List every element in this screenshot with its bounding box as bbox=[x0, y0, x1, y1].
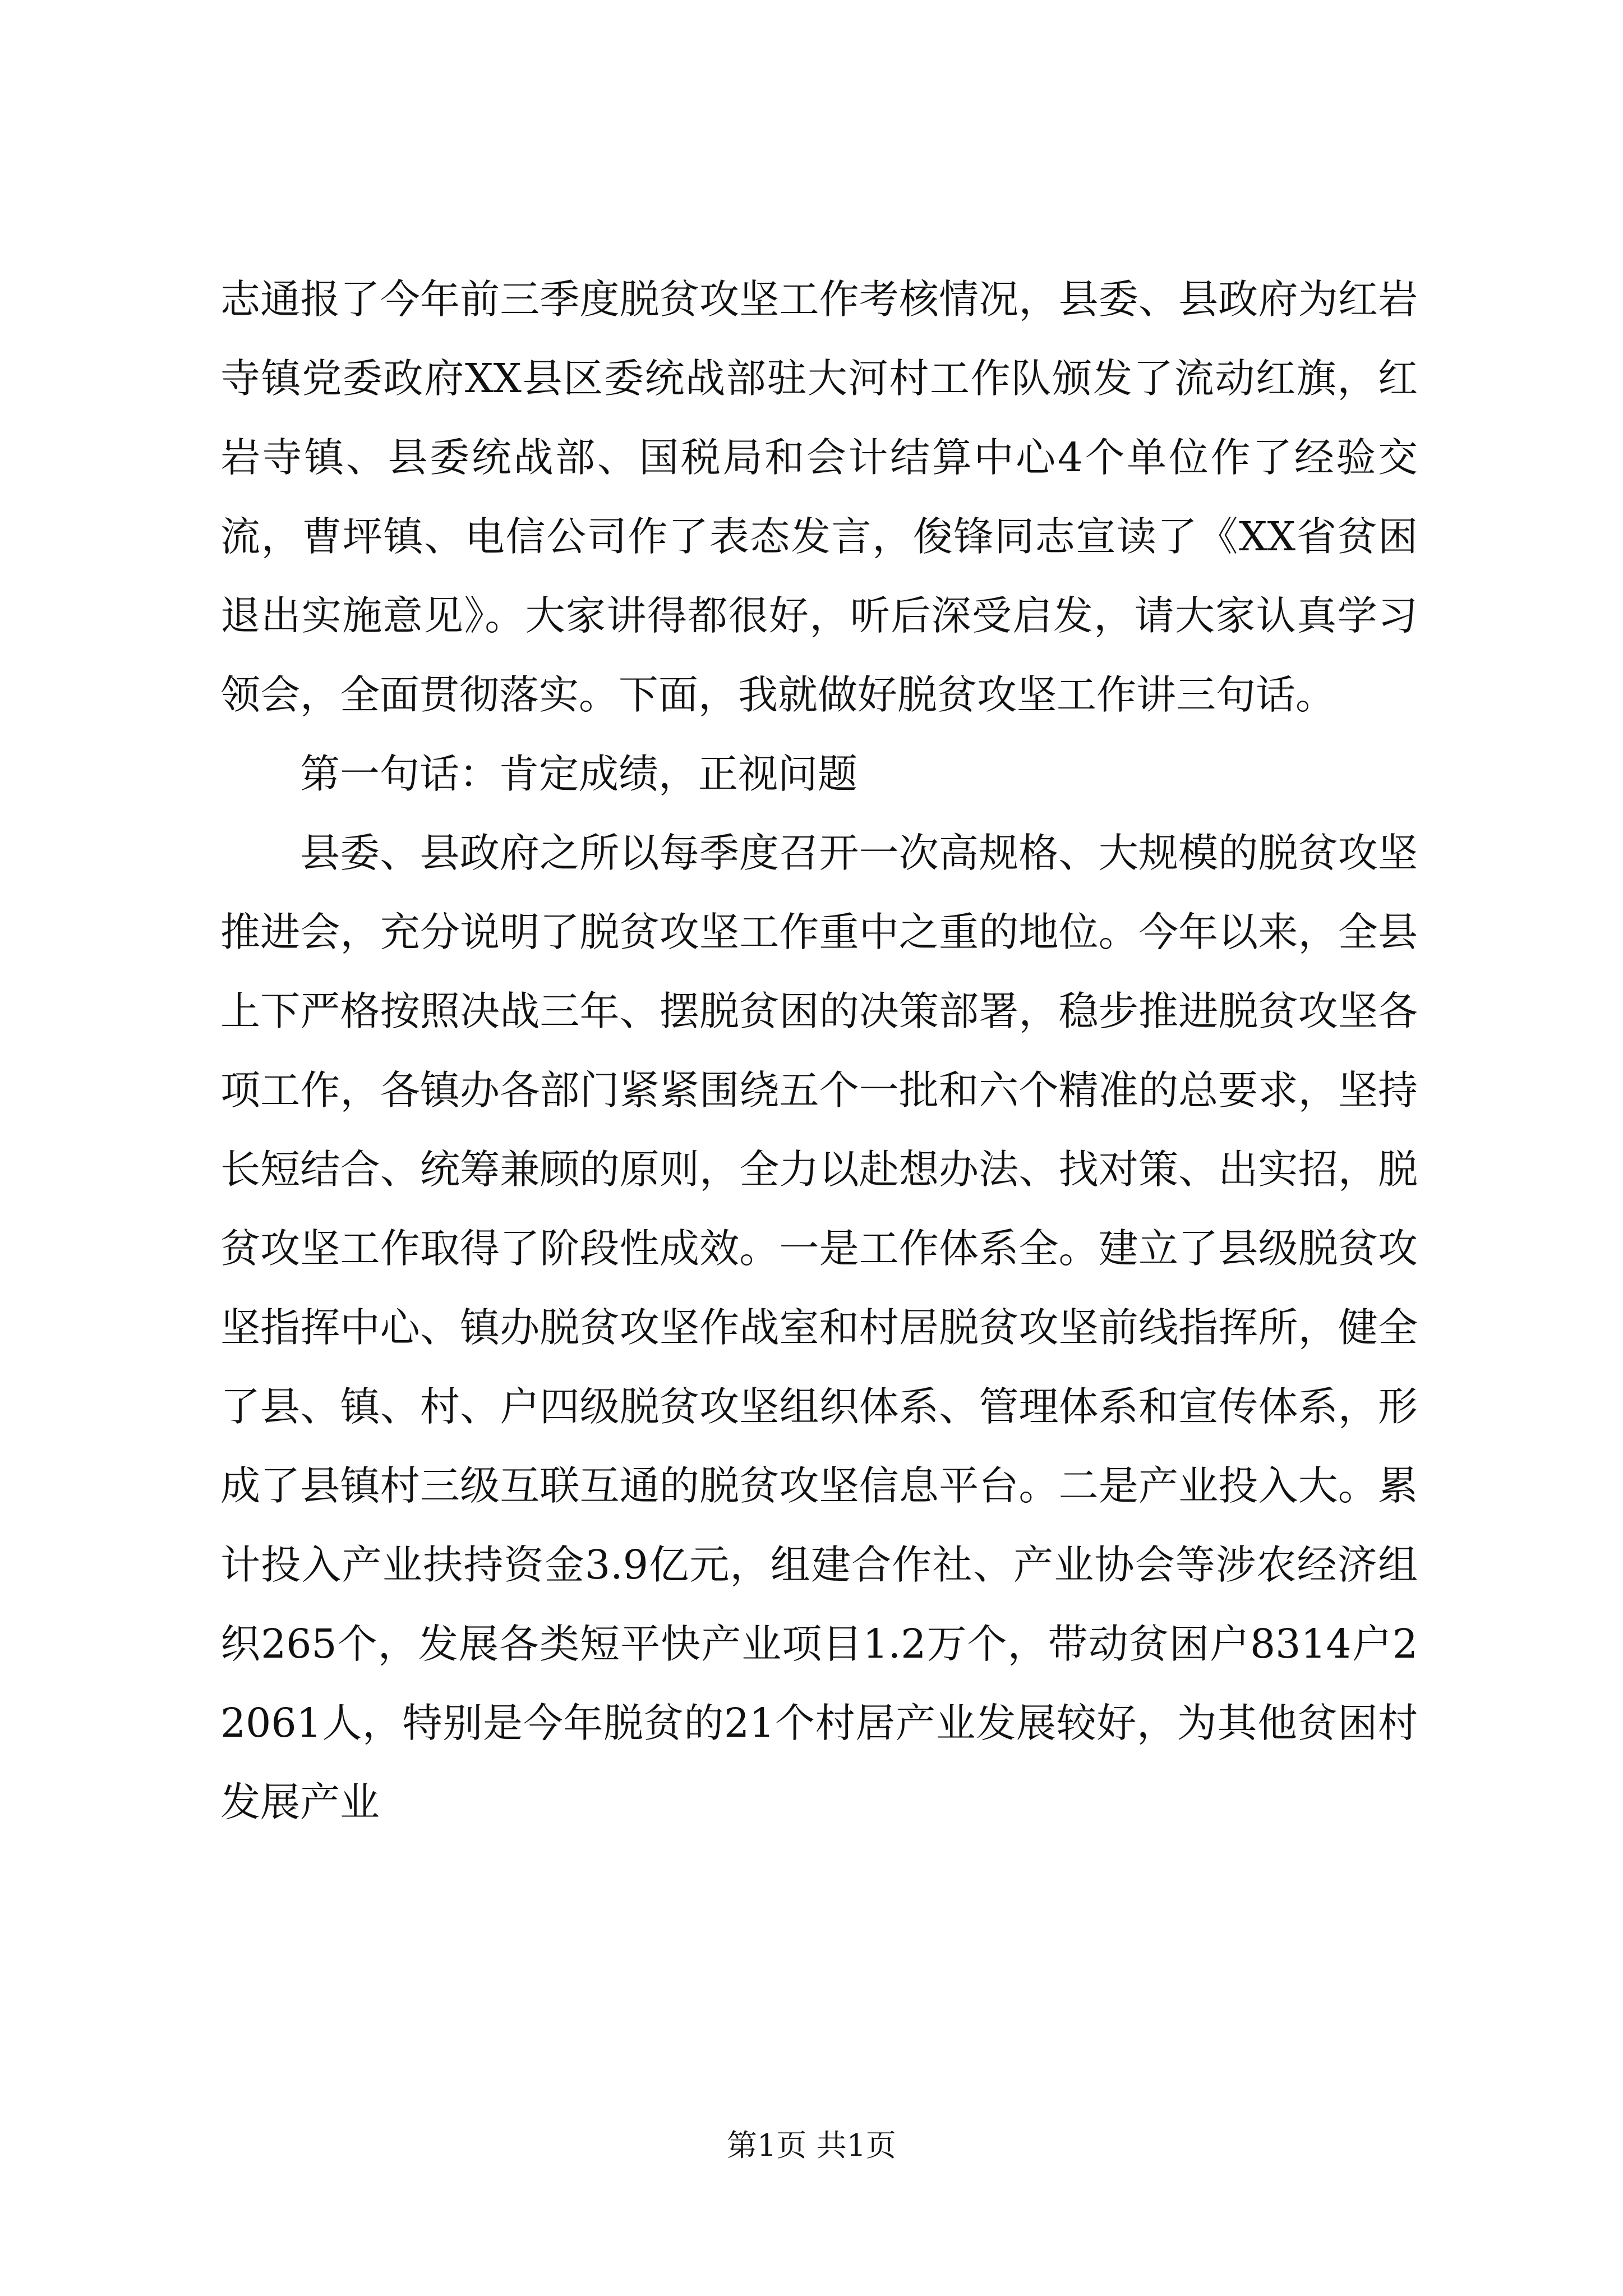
section-heading: 第一句话：肯定成绩，正视问题 bbox=[300, 751, 858, 797]
page-footer: 第1页 共1页 bbox=[727, 2128, 896, 2163]
paragraph-body: 县委、县政府之所以每季度召开一次高规格、大规模的脱贫攻坚推进会，充分说明了脱贫攻坚工作重中之重的地位。今年以来，全县上下严格按照决战三年、摆脱贫困的决策部署，稳步推进脱贫攻坚各项工作，各镇办各部门紧紧围绕五个一批和六个精准的总要求，坚持长短结合、统筹兼顾的原则，全力以赴想办法、找对策、出实招，脱贫攻坚工作取得了阶段性成效。一是工作体系全。建立了县级脱贫攻坚指挥中心、镇办脱贫攻坚作战室和村居脱贫攻坚前线指挥所，健全了县、镇、村、户四级脱贫攻坚组织体系、管理体系和宣传体系，形成了县镇村三级互联互通的脱贫攻坚信息平台。二是产业投入大。累计投入产业扶持资金3.9亿元，组建合作社、产业协会等涉农经济组织265个，发展各类短平快产业项目1.2万个，带动贫困户8314户22061人，特别是今年脱贫的21个村居产业发展较好，为其他贫困村发展产业 bbox=[220, 830, 1418, 1825]
body-text bbox=[220, 260, 1418, 1842]
paragraph-continuation: 志通报了今年前三季度脱贫攻坚工作考核情况，县委、县政府为红岩寺镇党委政府XX县区委统战部驻大河村工作队颁发了流动红旗，红岩寺镇、县委统战部、国税局和会计结算中心4个单位作了经验交流，曹坪镇、电信公司作了表态发言，俊锋同志宣读了《XX省贫困退出实施意见》。大家讲得都很好，听后深受启发，请大家认真学习领会，全面贯彻落实。下面，我就做好脱贫攻坚工作讲三句话。 bbox=[220, 276, 1418, 718]
